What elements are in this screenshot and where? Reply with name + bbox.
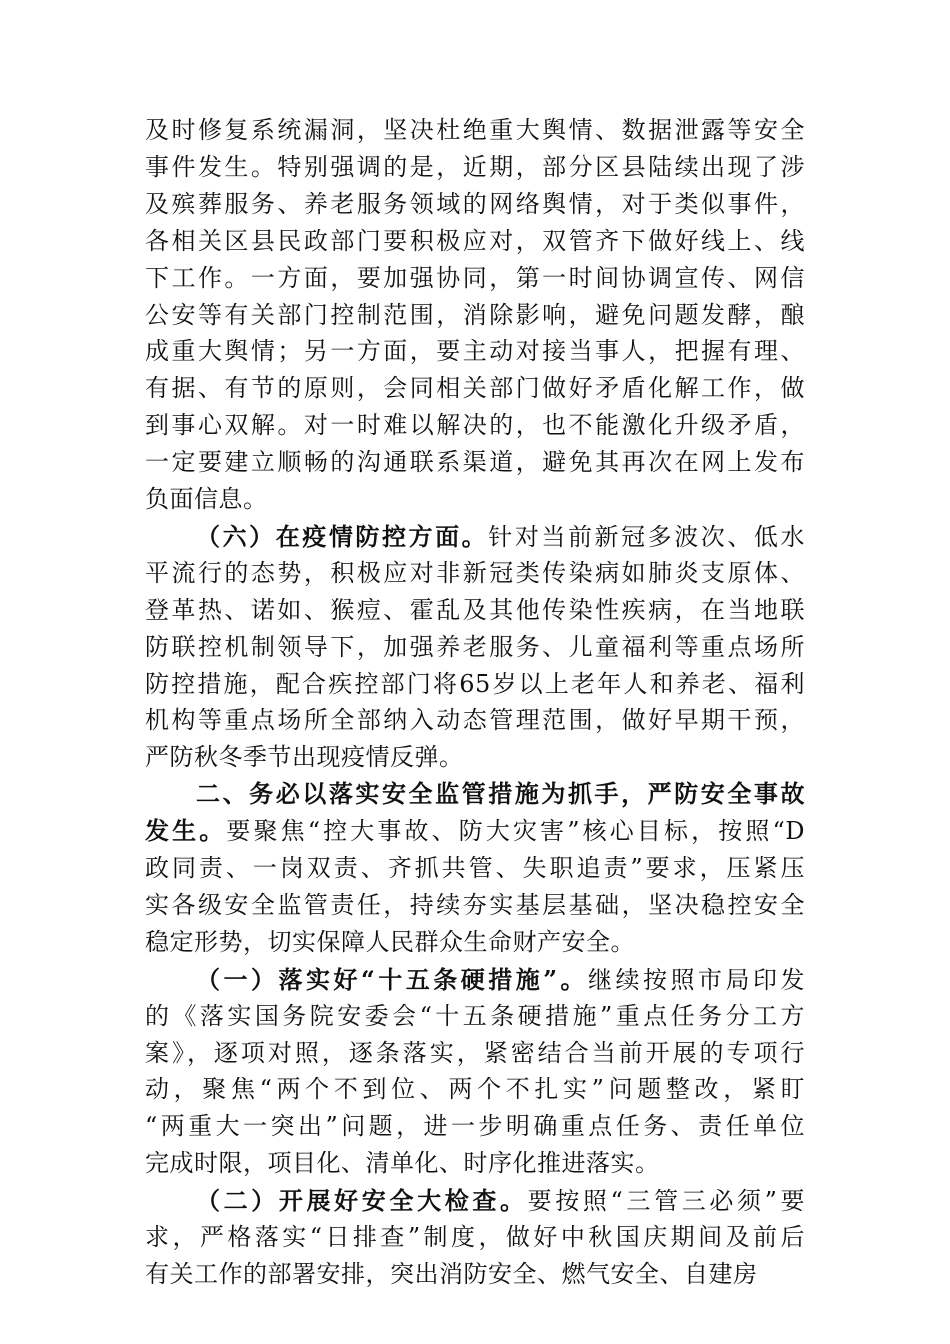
section-heading-tail: 发生。 — [145, 817, 227, 846]
body-text-line: 及时修复系统漏洞，坚决杜绝重大舆情、数据泄露等安全 — [145, 116, 805, 144]
body-text-line: 机构等重点场所全部纳入动态管理范围，做好早期干预， — [145, 706, 805, 735]
section-heading-line — [196, 518, 805, 555]
body-text-line: 有据、有节的原则，会同相关部门做好矛盾化解工作，做 — [145, 374, 805, 403]
subsection-heading: （六）在疫情防控方面。 — [196, 521, 489, 551]
body-text-line: 完成时限，项目化、清单化、时序化推进落实。 — [145, 1149, 660, 1178]
body-text-line: 各相关区县民政部门要积极应对，双管齐下做好线上、线 — [145, 226, 805, 255]
body-text-line: 到事心双解。对一时难以解决的，也不能激化升级矛盾， — [145, 411, 805, 440]
section-heading-line — [196, 961, 805, 998]
body-text-line: 防联控机制领导下，加强养老服务、儿童福利等重点场所 — [145, 632, 805, 661]
body-text-line: 登革热、诺如、猴痘、霍乱及其他传染性疾病，在当地联 — [145, 595, 805, 624]
body-text-line: “两重大一突出”问题，进一步明确重点任务、责任单位 — [145, 1112, 805, 1141]
body-text-line: 公安等有关部门控制范围，消除影响，避免问题发酵，酿 — [145, 300, 805, 329]
body-text-line: 稳定形势，切实保障人民群众生命财产安全。 — [145, 927, 635, 956]
section-heading: 二、务必以落实安全监管措施为抓手，严防安全事故 — [196, 780, 805, 809]
body-text-line: 平流行的态势，积极应对非新冠类传染病如肺炎支原体、 — [145, 558, 805, 587]
body-text-line: 防控措施，配合疾控部门将65岁以上老年人和养老、福利 — [145, 669, 805, 698]
subsection-heading: （二）开展好安全大检查。 — [196, 1186, 528, 1216]
body-text-line: 动，聚焦“两个不到位、两个不扎实”问题整改，紧盯 — [145, 1075, 805, 1104]
body-text-line: 成重大舆情；另一方面，要主动对接当事人，把握有理、 — [145, 337, 805, 366]
body-text: 要按照“三管三必须”要 — [527, 1187, 806, 1216]
body-text: 要聚焦“控大事故、防大灾害”核心目标，按照“D — [226, 817, 805, 846]
body-text-line: 下工作。一方面，要加强协同，第一时间协调宣传、网信 — [145, 263, 805, 292]
body-text-line: 有关工作的部署安排，突出消防安全、燃气安全、自建房 — [145, 1259, 758, 1288]
body-text: 继续按照市局印发 — [588, 965, 806, 994]
body-text-line: 负面信息。 — [145, 485, 268, 513]
subsection-heading: （一）落实好“十五条硬措施”。 — [196, 964, 589, 994]
body-text-line: 及殡葬服务、养老服务领域的网络舆情，对于类似事件， — [145, 189, 805, 218]
body-text-line: 的《落实国务院安委会“十五条硬措施”重点任务分工方 — [145, 1001, 805, 1030]
body-text-line: 案》，逐项对照，逐条落实，紧密结合当前开展的专项行 — [145, 1038, 805, 1067]
body-text-line: 政同责、一岗双责、齐抓共管、失职追责”要求，压紧压 — [145, 854, 805, 882]
body-text: 针对当前新冠多波次、低水 — [488, 522, 805, 551]
section-heading-line — [196, 1182, 805, 1219]
body-text-line: 严防秋冬季节出现疫情反弹。 — [145, 743, 464, 772]
body-text-line: 一定要建立顺畅的沟通联系渠道，避免其再次在网上发布 — [145, 448, 805, 477]
section-heading-line — [145, 813, 805, 850]
body-text-line: 实各级安全监管责任，持续夯实基层基础，坚决稳控安全 — [145, 890, 805, 919]
body-text-line: 求，严格落实“日排查”制度，做好中秋国庆期间及前后 — [145, 1223, 805, 1251]
body-text-line: 事件发生。特别强调的是，近期，部分区县陆续出现了涉 — [145, 152, 805, 181]
